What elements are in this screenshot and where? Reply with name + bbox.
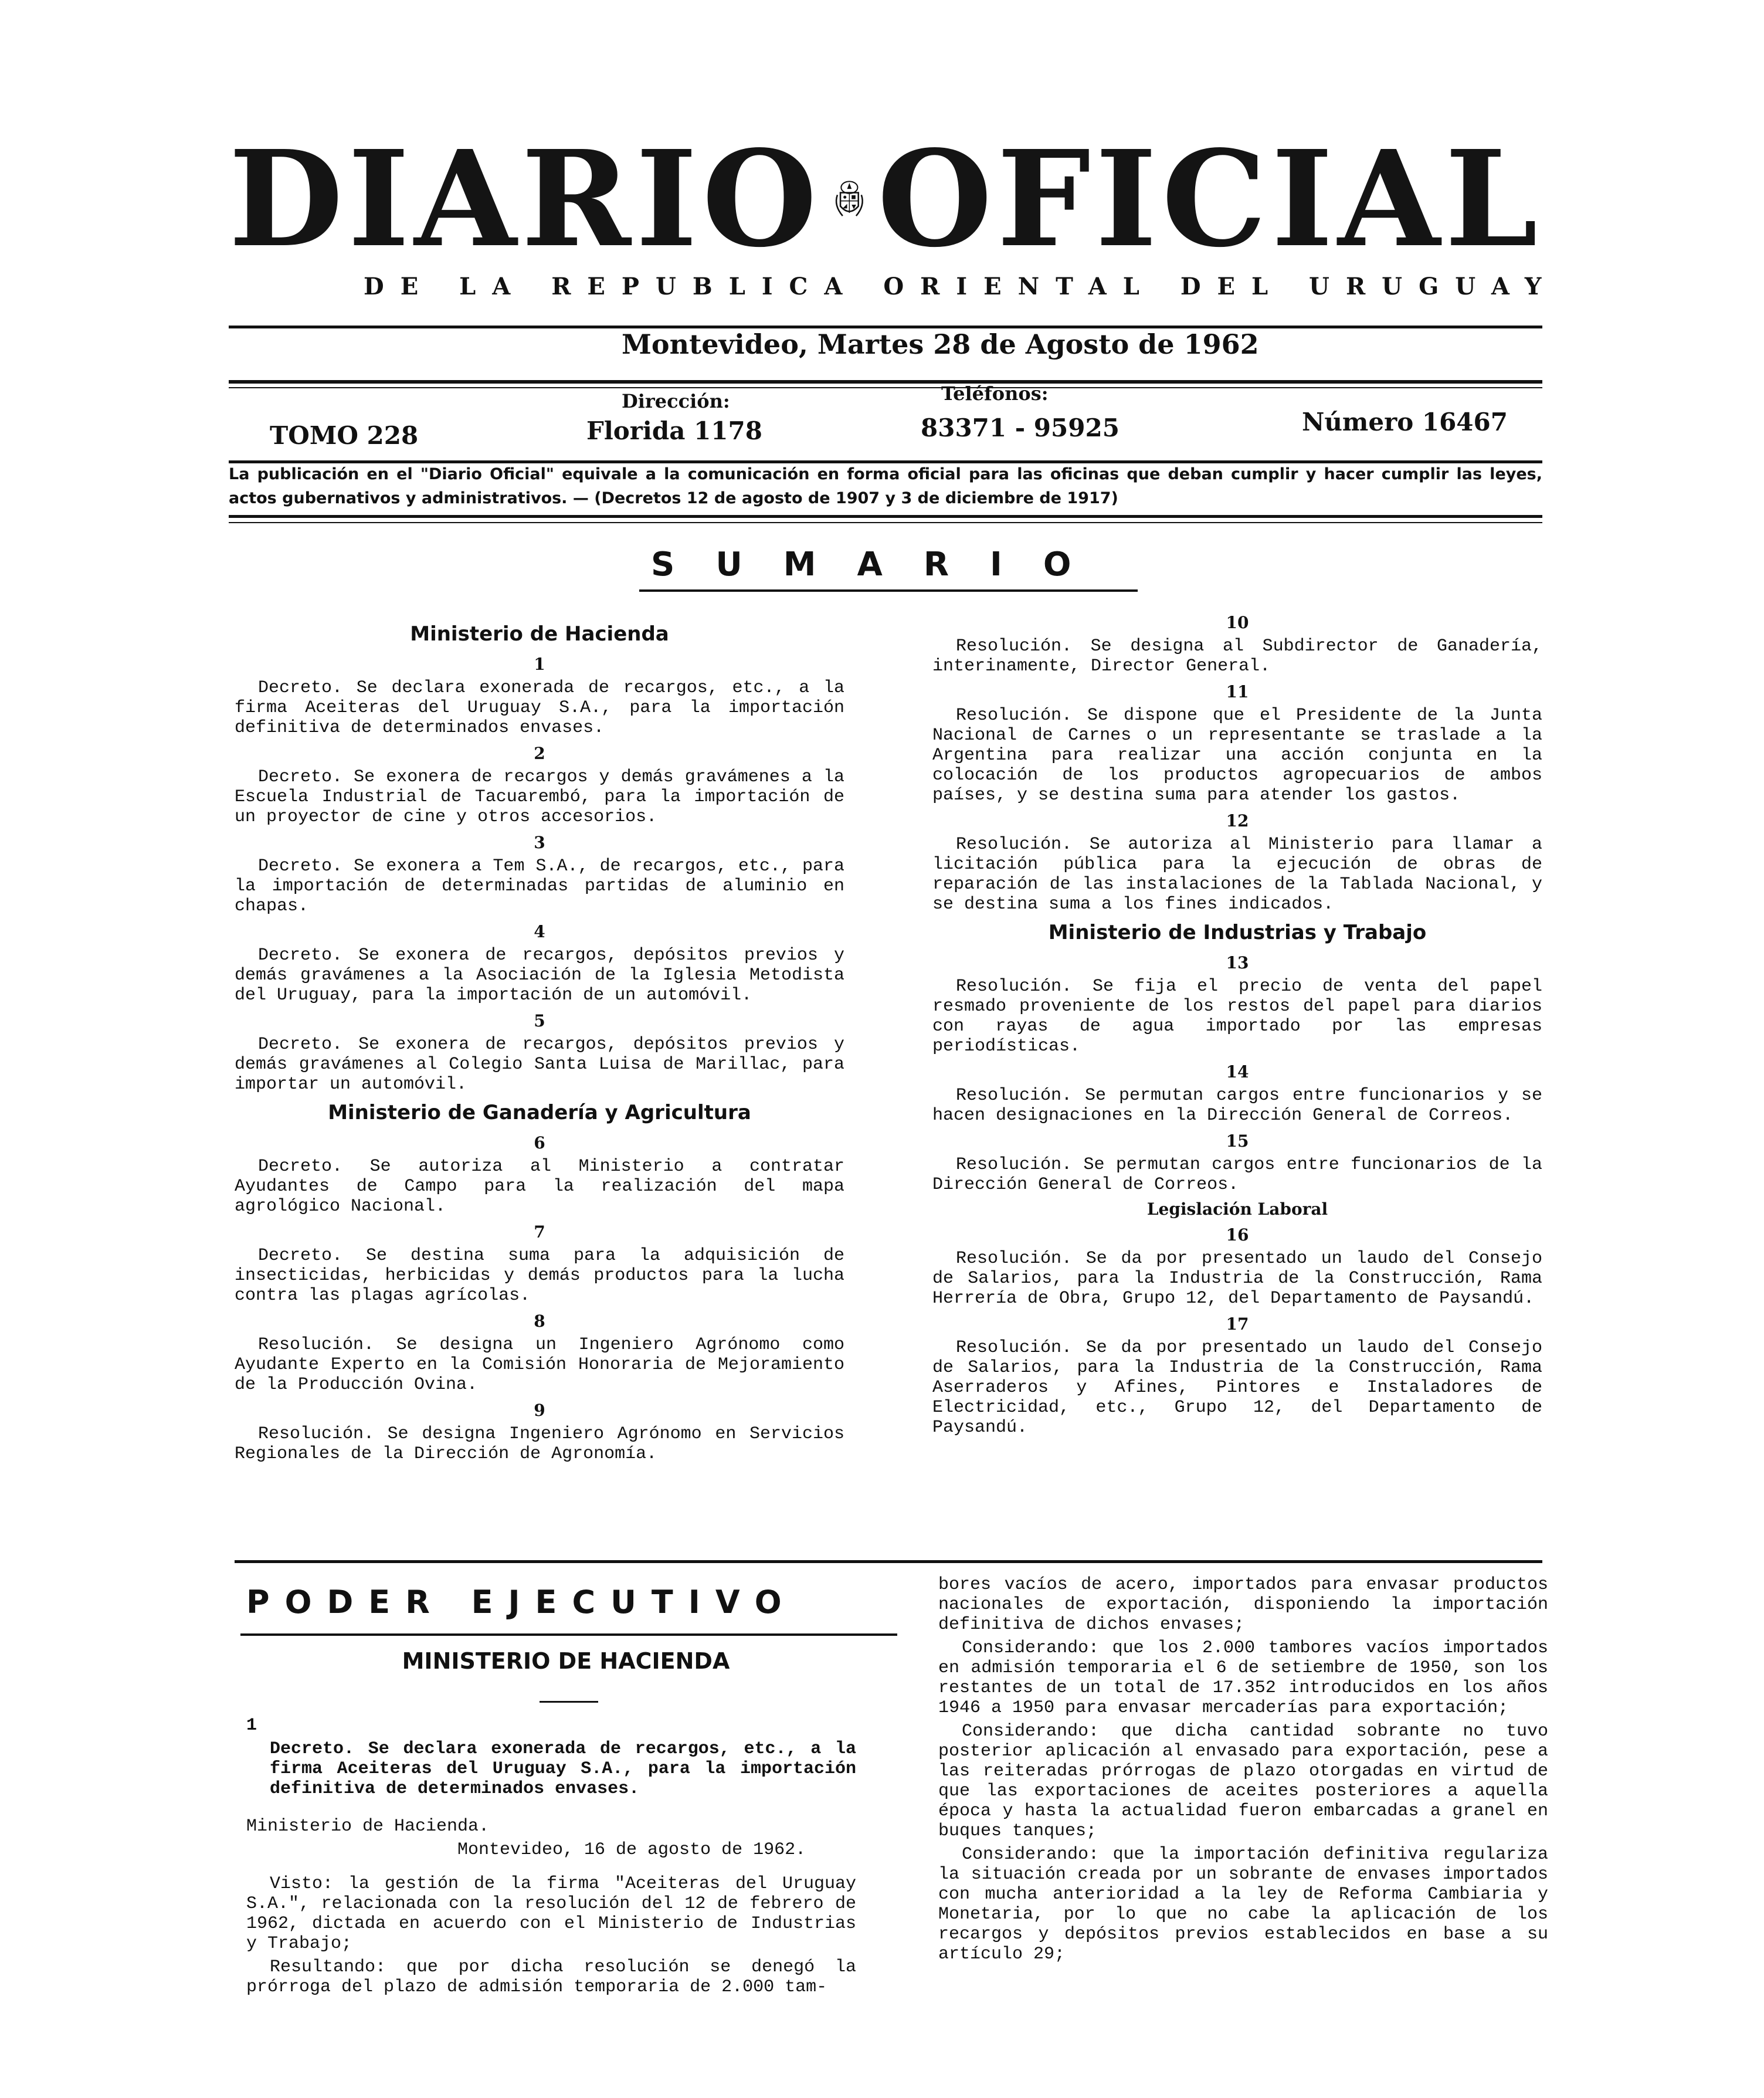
considerando-paragraph: Considerando: que la importación definitiva regulariza la situación creada por un sobrante de envases importados con mucha anterioridad a la ley de Reforma Cambiaria y Monetaria, por lo que no cabe la aplicación de los recargos y depósitos previos establecidos en base a su artículo 29; (938, 1845, 1548, 1964)
visto-paragraph: Visto: la gestión de la firma "Aceiteras del Uruguay S.A.", relacionada con la resolución del 12 de febrero de 1962, dictada en acuerdo con el Ministerio de Industrias y Trabajo; (246, 1874, 856, 1954)
sumario-entry: Decreto. Se exonera de recargos, depósitos previos y demás gravámenes a la Asociación de la Iglesia Metodista del Uruguay, para la importación de un automóvil. (235, 945, 844, 1005)
sumario-entry: Decreto. Se destina suma para la adquisición de insecticidas, herbicidas y demás productos para la lucha contra las plagas agrícolas. (235, 1246, 844, 1306)
sumario-title: SUMARIO (651, 545, 1112, 584)
sumario-entry: Decreto. Se autoriza al Ministerio a contratar Ayudantes de Campo para la realización del mapa agrológico Nacional. (235, 1157, 844, 1216)
sumario-entry: Resolución. Se dispone que el Presidente de la Junta Nacional de Carnes o un representante se traslade a la Argentina para realizar una acción conjunta en la colocación de los productos agropecuarios de ambos países, y se destina suma para atender los gastos. (932, 706, 1542, 805)
decree-from: Ministerio de Hacienda. (246, 1816, 490, 1836)
divider (229, 522, 1542, 523)
sumario-entry: Resolución. Se da por presentado un laudo del Consejo de Salarios, para la Industria de la Construcción, Rama Aserraderos y Afines, Pintores e Instaladores de Electricidad, etc., Grupo 12, del Departamento de Paysandú. (932, 1338, 1542, 1438)
item-number: 17 (1226, 1314, 1249, 1334)
item-number: 7 (534, 1222, 545, 1242)
sumario-entry: Resolución. Se designa al Subdirector de Ganadería, interinamente, Director General. (932, 636, 1542, 676)
decree-place-date: Montevideo, 16 de agosto de 1962. (457, 1840, 806, 1860)
sumario-right-column (932, 607, 1542, 1440)
telefonos-label: Teléfonos: (941, 382, 1049, 405)
telefonos: 83371 - 95925 (921, 414, 1120, 442)
legal-notice: La publicación en el "Diario Oficial" equivale a la comunicación en forma oficial para las oficinas que deban cumplir y hacer cumplir las leyes, actos gubernativos y administrativos. — (Decretos 12 de agosto de 1907 y 3 de diciembre de 1917) (229, 465, 1542, 507)
item-number: 9 (534, 1401, 545, 1420)
item-number: 8 (534, 1311, 545, 1331)
item-number: 3 (534, 833, 545, 852)
item-number: 1 (534, 655, 545, 674)
sumario-entry: Resolución. Se fija el precio de venta del papel resmado proveniente de los restos del papel para diarios con rayas de agua importado por las empresas periodísticas. (932, 977, 1542, 1056)
resultando-paragraph: Resultando: que por dicha resolución se denegó la prórroga del plazo de admisión temporaria de 2.000 tam- (246, 1957, 856, 1997)
masthead-title-left: DIARIO (229, 121, 822, 277)
divider (540, 1701, 598, 1703)
divider (229, 515, 1542, 518)
item-number: 10 (1226, 613, 1249, 632)
divider (229, 387, 1542, 388)
item-number: 14 (1226, 1062, 1249, 1082)
sumario-left-column (235, 616, 844, 1466)
sumario-entry: Resolución. Se autoriza al Ministerio para llamar a licitación pública para la ejecución de obras de reparación de las instalaciones de la Tablada Nacional, y se destina suma a los fines indicados. (932, 835, 1542, 914)
decree-body-left (246, 1716, 856, 2001)
divider (229, 380, 1542, 384)
sumario-entry: Resolución. Se permutan cargos entre funcionarios de la Dirección General de Correos. (932, 1155, 1542, 1195)
sumario-entry: Resolución. Se da por presentado un laudo del Consejo de Salarios, para la Industria de la Construcción, Rama Herrería de Obra, Grupo 12, del Departamento de Paysandú. (932, 1249, 1542, 1309)
item-number: 12 (1226, 811, 1249, 831)
item-number: 5 (534, 1011, 545, 1031)
continued-paragraph: bores vacíos de acero, importados para envasar productos nacionales de exportación, disponiendo la importación definitiva de dichos envases; (938, 1575, 1548, 1635)
decree-headline: Decreto. Se declara exonerada de recargos, etc., a la firma Aceiteras del Uruguay S.A., para la importación definitiva de determinados envases. (270, 1739, 856, 1799)
ministry-heading: Ministerio de Ganadería y Agricultura (328, 1101, 751, 1124)
sumario-entry: Decreto. Se exonera a Tem S.A., de recargos, etc., para la importación de determinadas partidas de aluminio en chapas. (235, 856, 844, 916)
sumario-entry: Decreto. Se exonera de recargos, depósitos previos y demás gravámenes al Colegio Santa Luisa de Marillac, para importar un automóvil. (235, 1035, 844, 1094)
decree-body-right (938, 1575, 1548, 1968)
considerando-paragraph: Considerando: que los 2.000 tambores vacíos importados en admisión temporaria el 6 de setiembre de 1950, son los restantes de un total de 17.352 introducidos en los años 1946 a 1950 para envasar mercaderías para exportación; (938, 1638, 1548, 1718)
considerando-paragraph: Considerando: que dicha cantidad sobrante no tuvo posterior aplicación al envasado para exportación, pese a las reiteradas prórrogas de plazo otorgadas en virtud de que las exportaciones de aceites posteriores a aquella época y hasta la actualidad fueron embarcadas a granel en buques tanques; (938, 1721, 1548, 1841)
item-number: 13 (1226, 953, 1249, 972)
section-title: PODER EJECUTIVO (246, 1584, 797, 1621)
item-number: 6 (534, 1133, 545, 1153)
ministry-heading: MINISTERIO DE HACIENDA (402, 1648, 730, 1674)
sumario-entry: Resolución. Se designa Ingeniero Agrónomo en Servicios Regionales de la Dirección de Agronomía. (235, 1424, 844, 1464)
tomo: TOMO 228 (270, 421, 419, 450)
divider (639, 589, 1138, 592)
item-number: 2 (534, 744, 545, 763)
sumario-entry: Decreto. Se exonera de recargos y demás gravámenes a la Escuela Industrial de Tacuarembó, para la importación de un proyector de cine y otros accesorios. (235, 767, 844, 827)
dateline: Montevideo, Martes 28 de Agosto de 1962 (622, 328, 1259, 360)
ministry-heading: Ministerio de Industrias y Trabajo (1048, 921, 1427, 944)
direccion-label: Dirección: (622, 390, 730, 412)
item-number: 11 (1226, 682, 1249, 701)
sumario-entry: Resolución. Se permutan cargos entre funcionarios y se hacen designaciones en la Dirección General de Correos. (932, 1086, 1542, 1126)
masthead-subtitle: DE LA REPUBLICA ORIENTAL DEL URUGUAY (364, 273, 1558, 300)
ministry-heading: Ministerio de Hacienda (410, 622, 669, 646)
sumario-entry: Decreto. Se declara exonerada de recargos, etc., a la firma Aceiteras del Uruguay S.A., para la importación definitiva de determinados envases. (235, 678, 844, 738)
sumario-entry: Resolución. Se designa un Ingeniero Agrónomo como Ayudante Experto en la Comisión Honoraria de Mejoramiento de la Producción Ovina. (235, 1335, 844, 1395)
coat-of-arms-icon (832, 117, 867, 282)
masthead-title-right: OFICIAL (877, 121, 1542, 277)
masthead (229, 117, 1542, 282)
item-number: 15 (1226, 1131, 1249, 1151)
divider (240, 1633, 897, 1636)
item-number: 4 (534, 922, 545, 941)
direccion: Florida 1178 (586, 416, 762, 445)
numero: Número 16467 (1302, 408, 1508, 436)
divider (235, 1560, 1542, 1563)
item-number: 16 (1226, 1225, 1249, 1245)
item-number: 1 (246, 1716, 257, 1736)
section-heading: Legislación Laboral (1146, 1199, 1328, 1219)
